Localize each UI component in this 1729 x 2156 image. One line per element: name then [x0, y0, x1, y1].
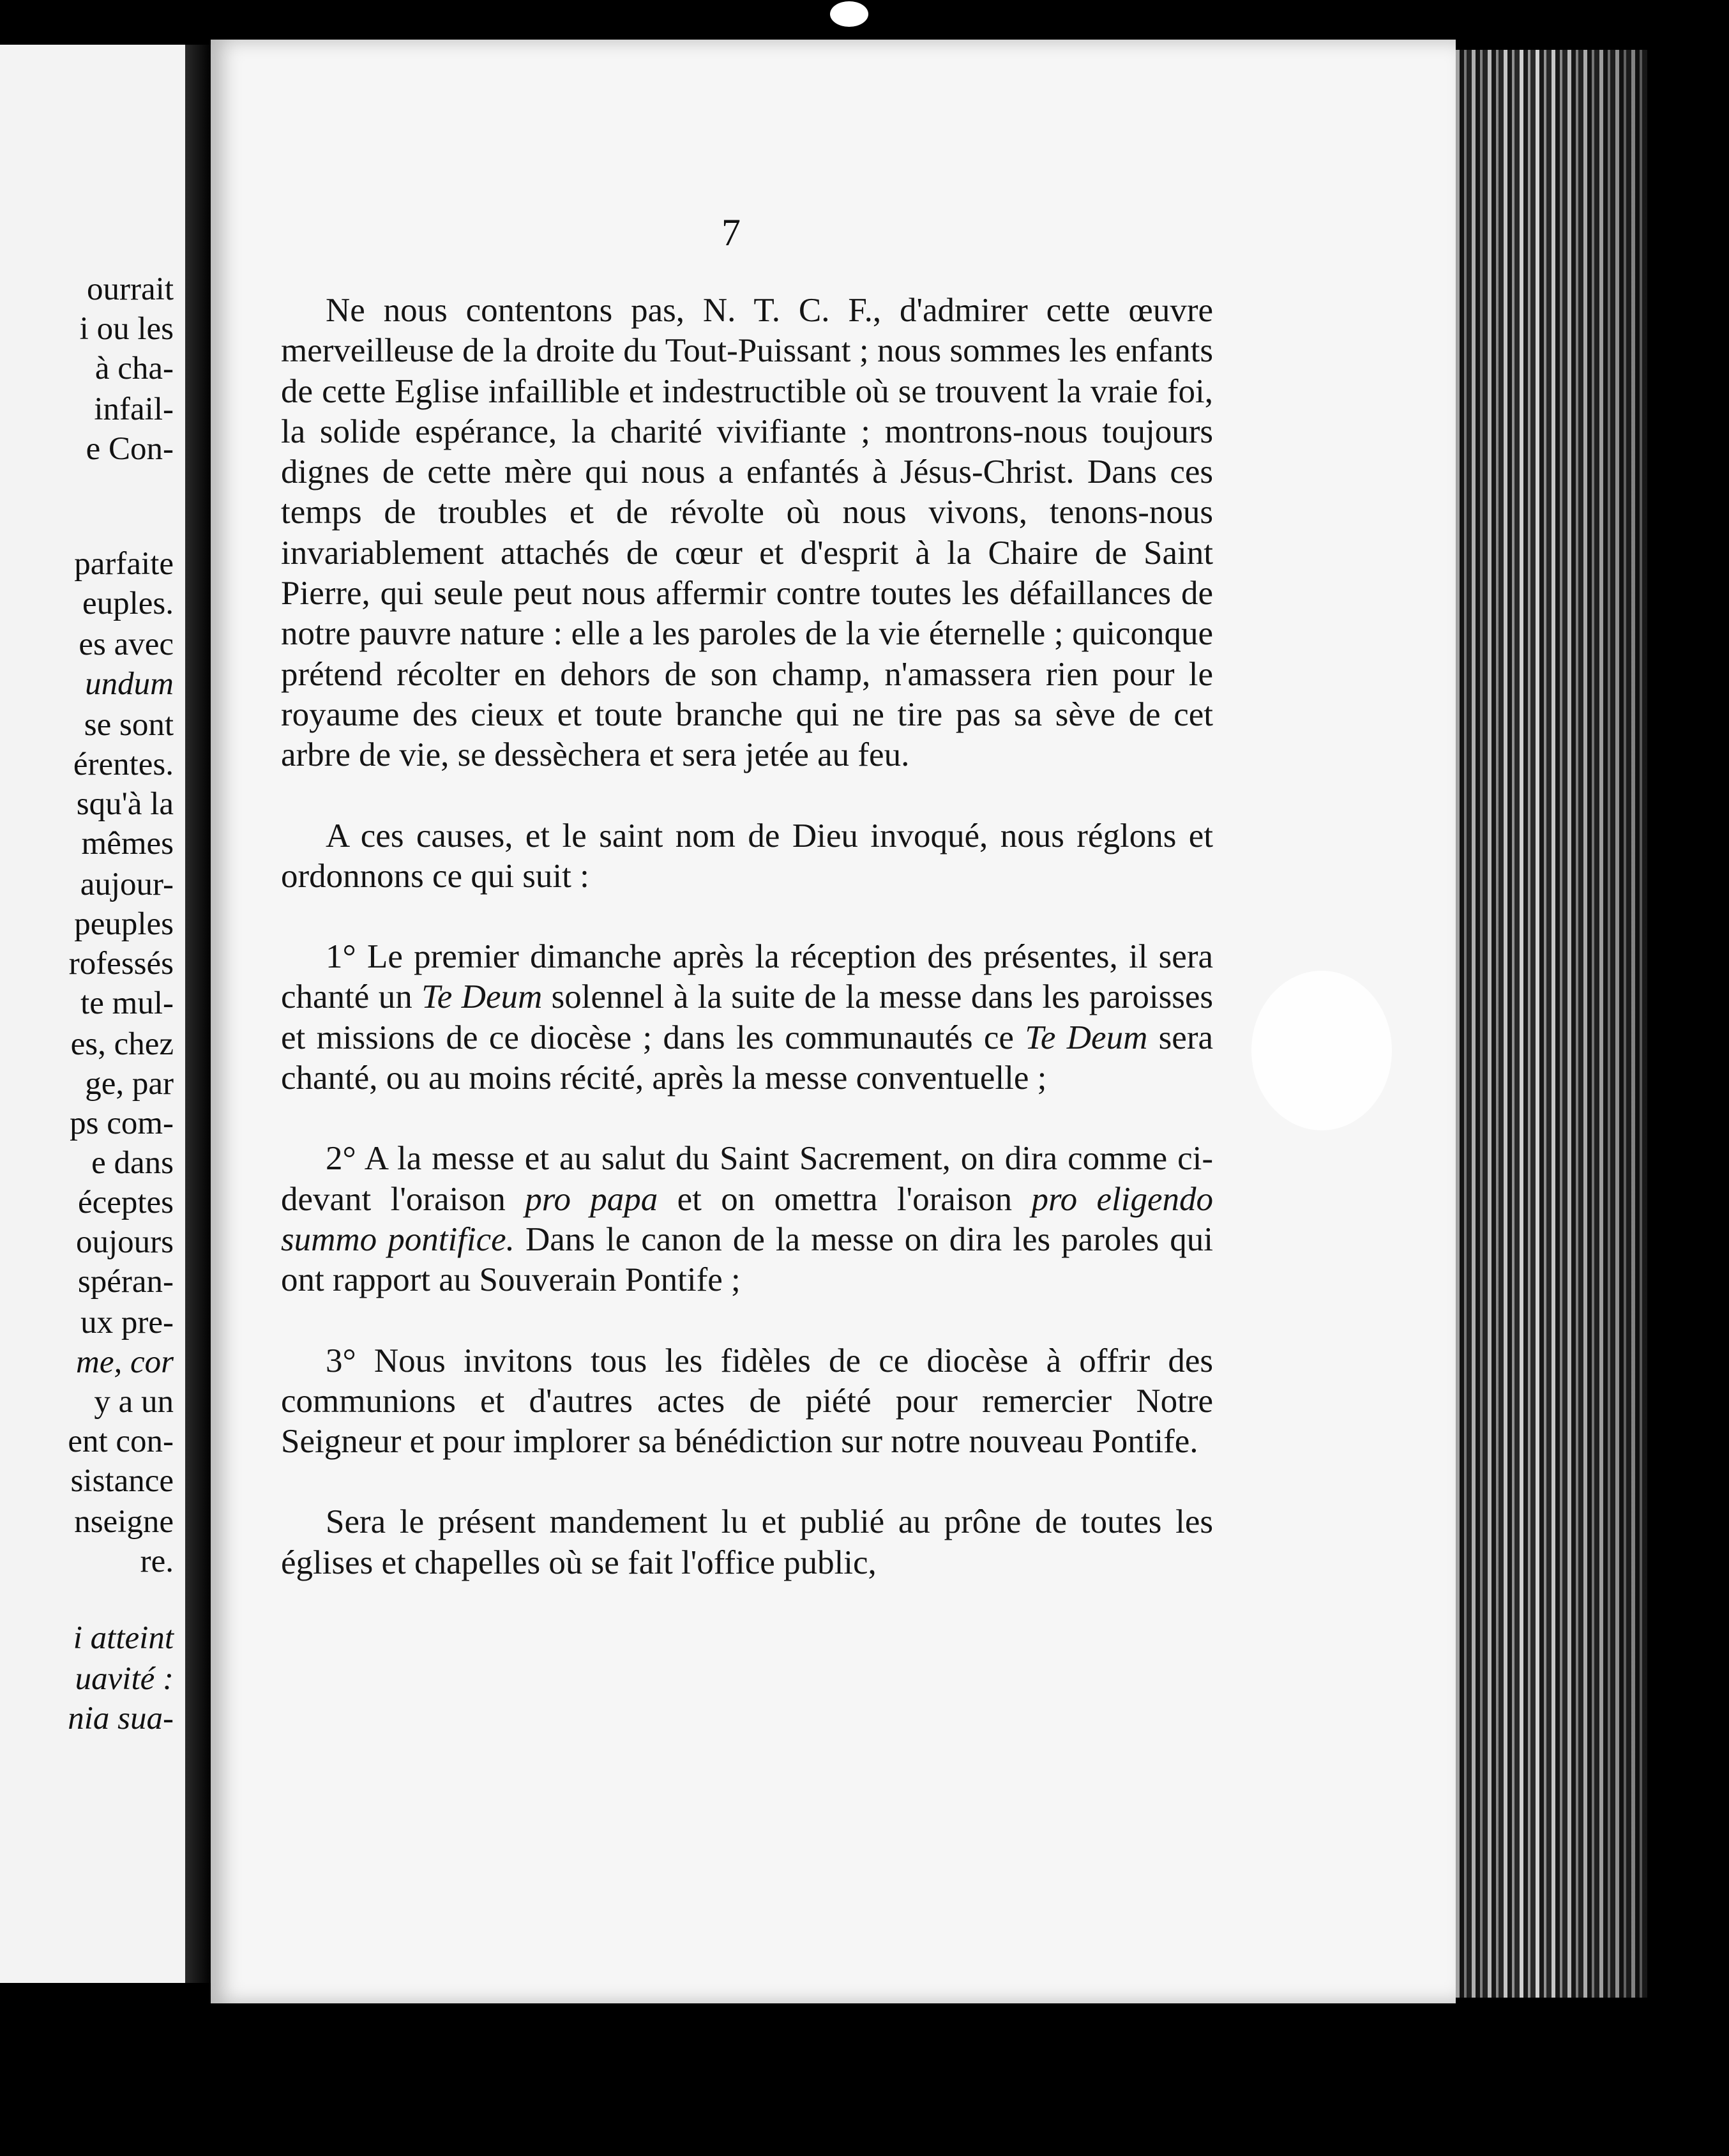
left-page-text-fragment: y a un — [94, 1384, 174, 1420]
left-page-text-fragment: érentes. — [73, 747, 174, 782]
italic-run: Te Deum — [421, 978, 543, 1016]
paragraph-1: Ne nous contentons pas, N. T. C. F., d'admirer cette œuvre merveilleuse de la droite du Tout-Puissant ; nous sommes les enfants de cette Eglise infaillible et indestructible où se trouvent la vraie foi, la solide espérance, la charité vivifiante ; montrons-nous toujours dignes de cette mère qui nous a enfantés à Jésus-Christ. Dans ces temps de troubles et de révolte où nous vivons, tenons-nous invariablement attachés de cœur et d'esprit à la Chaire de Saint Pierre, qui seule peut nous affermir contre toutes les défaillances de notre pauvre nature : elle a les paroles de la vie éternelle ; quiconque prétend récolter en dehors de son champ, n'amassera rien pour le royaume des cieux et toute branche qui ne tire pas sa sève de cet arbre de vie, se dessèchera et sera jetée au feu. — [281, 292, 1213, 774]
left-page-text-fragment: squ'à la — [76, 786, 174, 822]
left-page-text-fragment: te mul- — [80, 985, 174, 1021]
left-page-text-fragment: euples. — [82, 586, 174, 621]
italic-run: pro eligendo summo pontifice. — [281, 1180, 1213, 1258]
left-page-text-fragment: e dans — [91, 1145, 174, 1181]
left-page-text-fragment: ent con- — [68, 1423, 174, 1459]
left-page-text-fragment: es avec — [79, 626, 174, 662]
left-page-text-fragment: ourrait — [87, 271, 174, 307]
left-page-text-fragment: sistance — [70, 1463, 174, 1499]
left-page-text-fragment: nseigne — [74, 1504, 174, 1540]
left-page-text-fragment: parfaite — [74, 546, 174, 582]
left-page-text-fragment: peuples — [74, 906, 174, 942]
left-page-text-fragment: à cha- — [94, 351, 174, 386]
paragraph-3 — [281, 937, 1213, 1098]
paragraph-5: 3° Nous invitons tous les fidèles de ce diocèse à offrir des communions et d'autres actes de piété pour remercier Notre Seigneur et pour implorer sa bénédiction sur notre nouveau Pontife. — [281, 1342, 1213, 1461]
page-number: 7 — [721, 211, 741, 254]
left-page-text-fragment: se sont — [84, 707, 174, 743]
page-edges-shade — [1456, 50, 1647, 1998]
left-page-text-fragment: i ou les — [79, 311, 174, 347]
paper-stain — [830, 1, 868, 27]
left-page-text-fragment: ux pre- — [80, 1305, 174, 1340]
text-run: Dans le canon de la messe on dira les paroles qui ont rapport au Souverain Pontife ; — [281, 1220, 1213, 1299]
left-page-text-fragment: rofessés — [68, 946, 174, 982]
paragraph-4 — [281, 1139, 1213, 1300]
text-run: 2° A la messe et au salut du Saint Sacrement, on dira comme ci-devant l'oraison — [281, 1140, 1213, 1218]
paragraph-6: Sera le présent mandement lu et publié au prône de toutes les églises et chapelles où se fait l'office public, — [281, 1503, 1213, 1581]
page-body — [281, 291, 1213, 1583]
paper-stain — [1251, 971, 1392, 1130]
left-page-text-fragment: ge, par — [85, 1066, 174, 1102]
left-page-text-fragment: es, chez — [70, 1026, 174, 1062]
left-page-text-fragment: nia sua- — [68, 1701, 174, 1736]
left-page-text-fragment: infail- — [94, 391, 174, 427]
paragraph-2: A ces causes, et le saint nom de Dieu invoqué, nous réglons et ordonnons ce qui suit : — [281, 817, 1213, 895]
italic-run: pro papa — [525, 1180, 658, 1218]
left-page-text-fragment: mêmes — [81, 826, 174, 862]
left-page-text-fragment: ps com- — [70, 1105, 174, 1141]
text-run: et on omettra l'oraison — [658, 1180, 1032, 1218]
left-page-text-fragment: uavité : — [75, 1661, 174, 1697]
left-page-text-fragment: e Con- — [86, 431, 174, 467]
left-page-text-fragment: re. — [140, 1544, 174, 1579]
left-page-text-fragment: oujours — [76, 1224, 174, 1260]
text-run: sera chanté, ou au moins récité, après la messe conventuelle ; — [281, 1019, 1213, 1097]
text-run: solennel à la suite de la messe dans les paroisses et missions de ce diocèse ; dans les communautés ce — [281, 978, 1213, 1056]
left-page-text-fragment: spéran- — [77, 1264, 174, 1300]
italic-run: Te Deum — [1025, 1019, 1148, 1056]
left-page-text-fragment: undum — [85, 666, 174, 702]
left-page-text-fragment: me, cor — [76, 1344, 174, 1380]
left-page-text-fragment: i atteint — [73, 1620, 174, 1656]
previous-page-fragment — [0, 45, 185, 1983]
text-run: 1° Le premier dimanche après la réception des présentes, il sera chanté un — [281, 938, 1213, 1016]
left-page-text-fragment: éceptes — [77, 1185, 174, 1220]
left-page-text-fragment: aujour- — [80, 867, 174, 902]
